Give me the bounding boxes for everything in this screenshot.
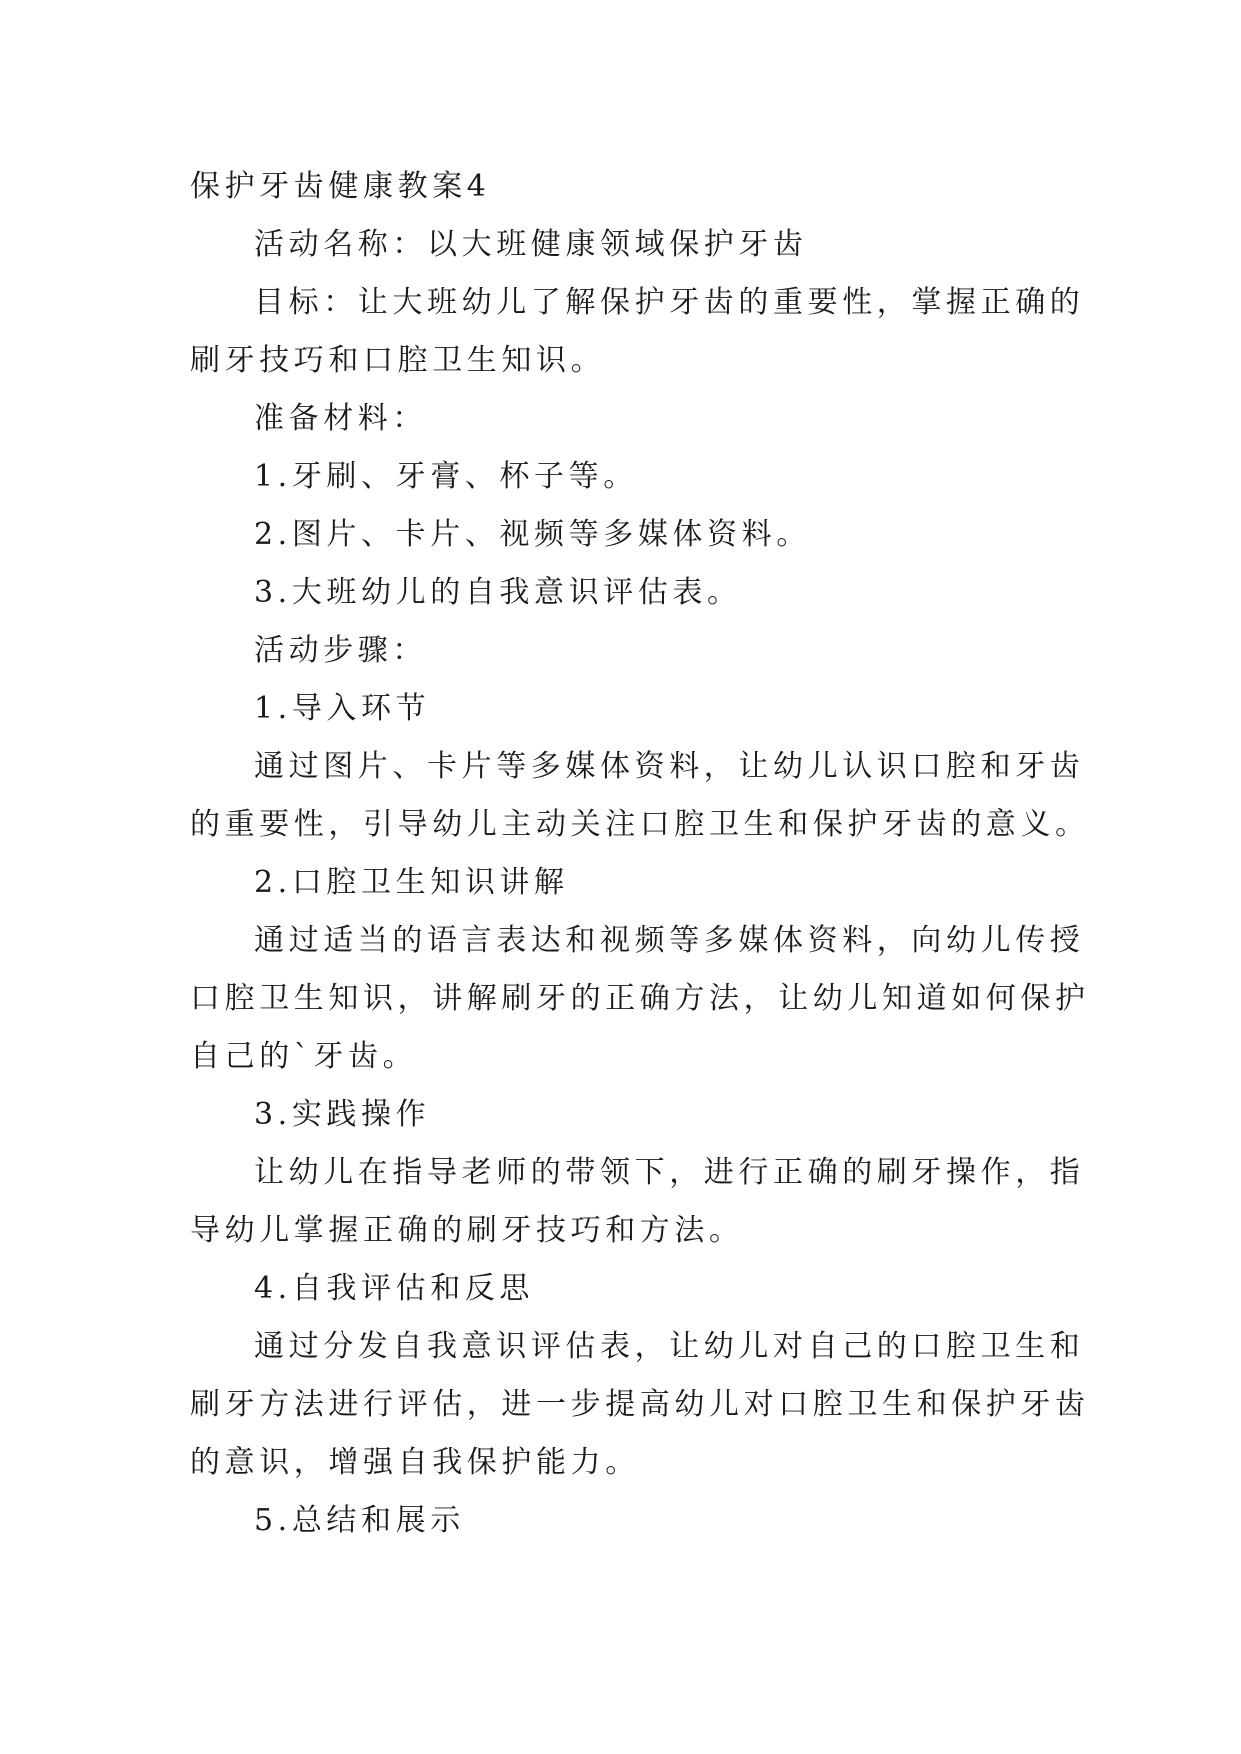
- step-4-text-line-1: 通过分发自我意识评估表，让幼儿对自己的口腔卫生和: [254, 1329, 1085, 1364]
- materials-heading: 准备材料：: [254, 401, 427, 436]
- step-1-text-line-2: 的重要性，引导幼儿主动关注口腔卫生和保护牙齿的意义。: [190, 807, 1090, 842]
- activity-name-line: 活动名称：以大班健康领域保护牙齿: [254, 227, 808, 262]
- goal-line-2: 刷牙技巧和口腔卫生知识。: [190, 343, 606, 378]
- steps-heading: 活动步骤：: [254, 633, 427, 668]
- step-2-text-line-3: 自己的`牙齿。: [190, 1039, 418, 1074]
- document-body: [190, 158, 1090, 1550]
- step-4-text-line-3: 的意识，增强自我保护能力。: [190, 1445, 640, 1480]
- document-title: 保护牙齿健康教案4: [190, 169, 491, 204]
- material-item-1: 1.牙刷、牙膏、杯子等。: [254, 459, 638, 494]
- step-2-text-line-2: 口腔卫生知识，讲解刷牙的正确方法，让幼儿知道如何保护: [190, 981, 1090, 1016]
- step-1-text-line-1: 通过图片、卡片等多媒体资料，让幼儿认识口腔和牙齿: [254, 749, 1085, 784]
- step-2-text-line-1: 通过适当的语言表达和视频等多媒体资料，向幼儿传授: [254, 923, 1085, 958]
- step-1-heading: 1.导入环节: [254, 691, 431, 726]
- step-3-heading: 3.实践操作: [254, 1097, 431, 1132]
- step-2-heading: 2.口腔卫生知识讲解: [254, 865, 569, 900]
- material-item-3: 3.大班幼儿的自我意识评估表。: [254, 575, 742, 610]
- step-3-text-line-2: 导幼儿掌握正确的刷牙技巧和方法。: [190, 1213, 744, 1248]
- goal-line-1: 目标：让大班幼儿了解保护牙齿的重要性，掌握正确的: [254, 285, 1085, 320]
- step-4-heading: 4.自我评估和反思: [254, 1271, 535, 1306]
- step-3-text-line-1: 让幼儿在指导老师的带领下，进行正确的刷牙操作，指: [254, 1155, 1085, 1190]
- step-5-heading: 5.总结和展示: [254, 1503, 465, 1538]
- material-item-2: 2.图片、卡片、视频等多媒体资料。: [254, 517, 811, 552]
- step-4-text-line-2: 刷牙方法进行评估，进一步提高幼儿对口腔卫生和保护牙齿: [190, 1387, 1090, 1422]
